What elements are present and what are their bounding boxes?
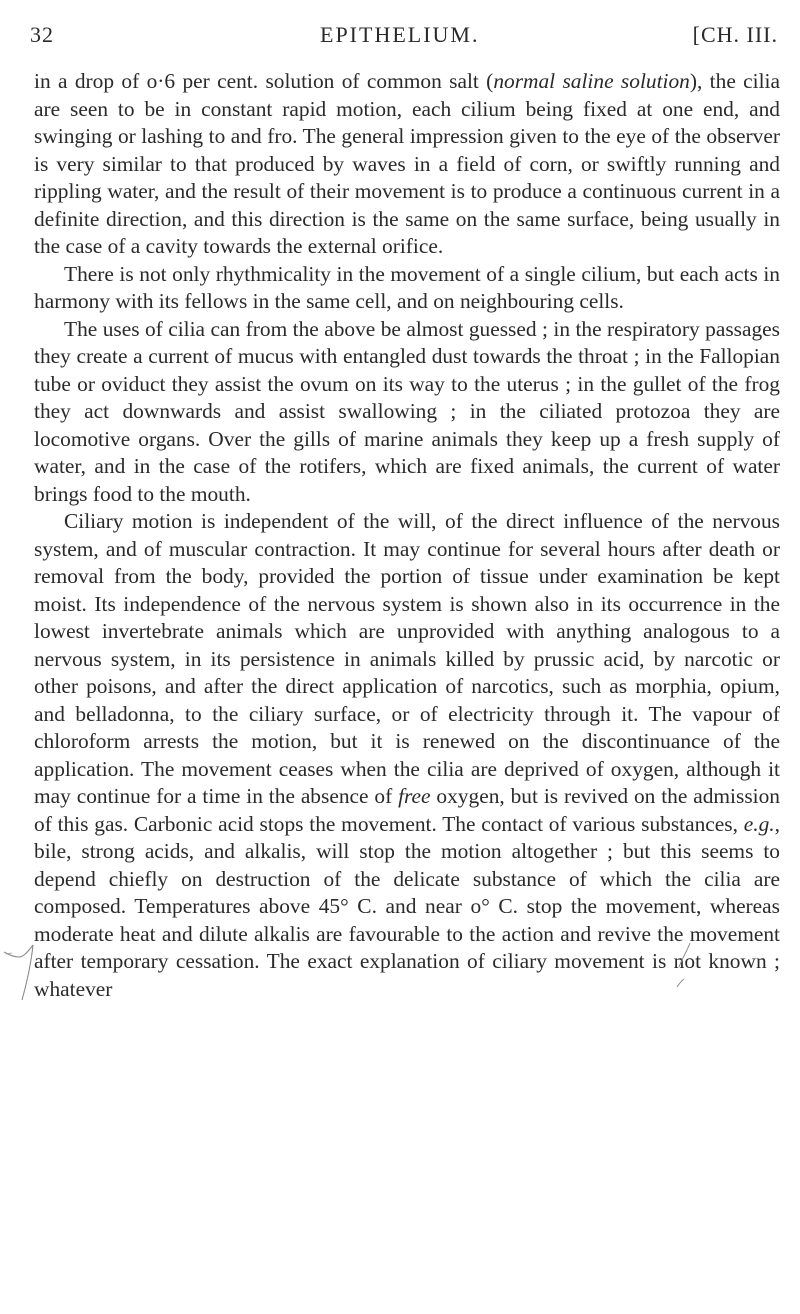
- running-title: EPITHELIUM.: [320, 22, 480, 47]
- text-run: ), the cilia are seen to be in constant rapid motion, each cilium being fixed at one end, and swinging or lashing to and fro. The general impression given to the eye of the observer is very similar to that produced by waves in a field of corn, or swiftly running and rippling water, and the result of their movement is to produce a continuous current in a definite direction, and this direction is the same on the same surface, being usually in the case of a cavity towards the external orifice.: [34, 69, 780, 258]
- page-header: [30, 22, 778, 56]
- text-run: Ciliary motion is independent of the will, of the direct influence of the nervous system, and of muscular contraction. It may continue for several hours after death or removal from the body, provided the portion of tissue under examination be kept moist. Its independence of the nervous system is shown also in its occurrence in the lowest invertebrate animals which are unprovided with anything analogous to a nervous system, in its persistence in animals killed by prussic acid, by narcotic or other poisons, and after the direct application of narcotics, such as morphia, opium, and belladonna, to the ciliary surface, or of electricity through it. The vapour of chloroform arrests the motion, but it is renewed on the discontinuance of the application. The movement ceases when the cilia are deprived of oxygen, although it may continue for a time in the absence of: [34, 509, 780, 808]
- paragraph: [34, 508, 780, 1003]
- pencil-slash-mark-icon: [670, 939, 710, 989]
- italic-text: free: [398, 784, 431, 808]
- italic-text: normal saline solution: [493, 69, 690, 93]
- page-number: 32: [30, 22, 54, 47]
- italic-text: e.g.: [743, 811, 775, 836]
- chapter-reference: [CH. III.: [692, 22, 778, 47]
- text-run: in a drop of o·6 per cent. solution of common salt (: [34, 69, 494, 93]
- text-run: oxygen, but is revived on the admission of this gas. Carbonic acid stops the movement. The contact of various substances,: [34, 784, 780, 836]
- paragraph: [34, 316, 780, 509]
- text-run: There is not only rhythmicality in the movement of a single cilium, but each acts in harmony with its fellows in the same cell, and on neighbouring cells.: [34, 261, 780, 313]
- text-run: The uses of cilia can from the above be almost guessed ; in the respiratory passages they create a current of mucus with entangled dust towards the throat ; in the Fallopian tube or oviduct they assist the ovum on its way to the uterus ; in the gullet of the frog they act downwards and assist swallowing ; in the ciliated protozoa they are locomotive organs. Over the gills of marine animals they keep up a fresh supply of water, and in the case of the rotifers, which are fixed animals, the current of water brings food to the mouth.: [34, 316, 780, 506]
- pencil-margin-mark-icon: [2, 942, 36, 1004]
- paragraph: [34, 68, 780, 261]
- body-text: [34, 68, 780, 1003]
- paragraph: [34, 261, 780, 316]
- text-run: , bile, strong acids, and alkalis, will stop the motion altogether ; but this seems to depend chiefly on destruction of the delicate substance of which the cilia are composed. Temperatures above 45° C. and near o° C. stop the movement, whereas moderate heat and dilute alkalis are favourable to the action and revive the movement after temporary cessation. The exact explanation of ciliary movement is not known ; whatever: [34, 811, 780, 1001]
